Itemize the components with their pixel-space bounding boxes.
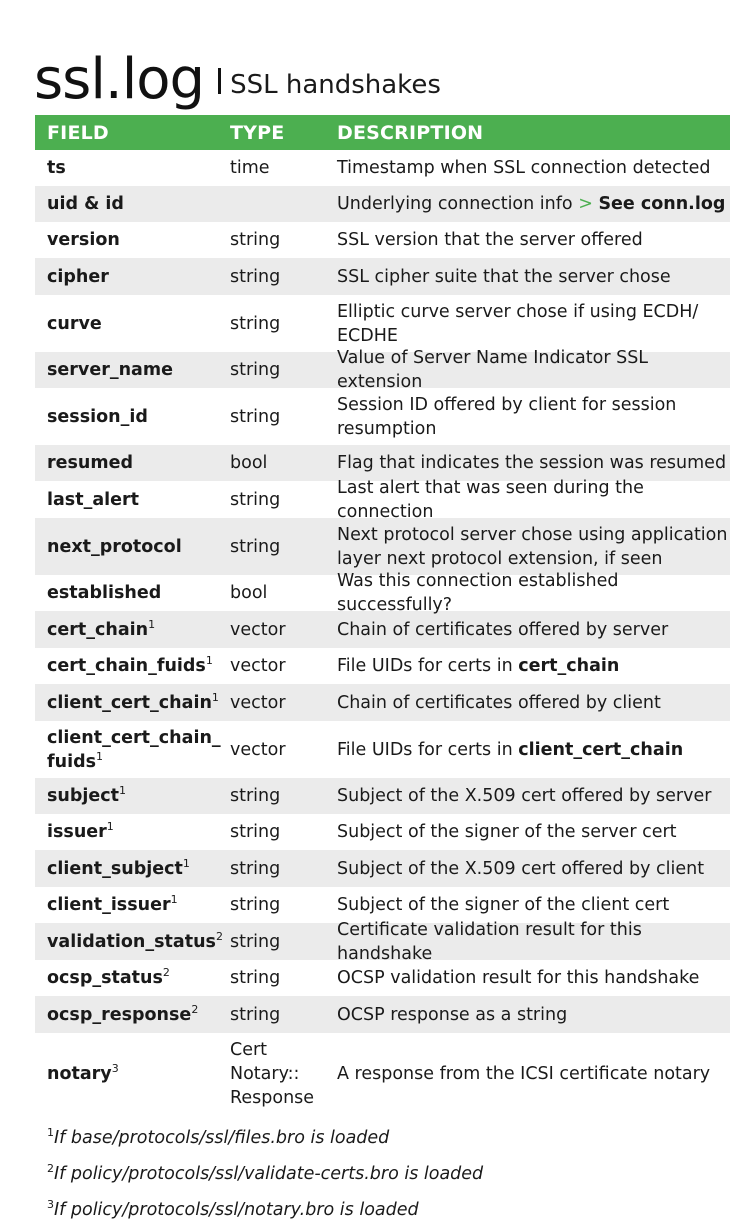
table-row (35, 919, 730, 964)
field-description: Was this connection established successfully? (337, 571, 619, 615)
table-row (35, 258, 730, 295)
footnote-marker: 1 (148, 617, 156, 631)
field-description: Subject of the X.509 cert offered by client (337, 858, 705, 879)
table-row (35, 814, 730, 850)
table-row (35, 477, 730, 522)
footnote-text: If policy/protocols/ssl/notary.bro is loaded (54, 1200, 419, 1220)
field-description: Flag that indicates the session was resumed (337, 453, 727, 473)
field-description: Chain of certificates offered by client (337, 692, 661, 713)
field-name: resumed (47, 453, 134, 473)
field-description: Subject of the signer of the server cert (337, 822, 677, 842)
table-row (35, 150, 730, 186)
field-name: next_protocol (47, 536, 182, 557)
field-name: cipher (47, 266, 109, 287)
footnote-marker: 2 (191, 1002, 199, 1016)
table-row (35, 186, 730, 222)
field-name: client_subject (47, 858, 183, 879)
footnote-marker: 1 (96, 749, 104, 763)
footnote-marker: 2 (215, 929, 223, 943)
footnote (47, 1200, 419, 1220)
table-row (35, 960, 730, 996)
table-row (35, 388, 730, 445)
field-name: cert_chain_fuids (47, 656, 206, 676)
page-header (34, 38, 441, 112)
table-row (35, 684, 730, 721)
table-row (35, 571, 730, 615)
table-row (35, 778, 730, 814)
field-reference: cert_chain (518, 656, 620, 676)
field-type: vector (230, 619, 286, 640)
footnote-text: If policy/protocols/ssl/validate-certs.bro is loaded (54, 1164, 484, 1184)
field-description: File UIDs for certs in (337, 739, 519, 760)
field-description: Underlying connection info (337, 194, 579, 214)
field-type: vector (230, 739, 286, 760)
field-name: ts (47, 158, 66, 178)
field-name: curve (47, 313, 102, 334)
footnote-marker: 1 (119, 784, 127, 798)
field-type: string (230, 858, 281, 879)
field-description: A response from the ICSI certificate notary (337, 1064, 711, 1084)
field-name: cert_chain (47, 619, 149, 640)
field-description: Last alert that was seen during the connection (337, 477, 644, 522)
field-type: Cert Notary:: Response (230, 1040, 315, 1108)
table-row (35, 721, 730, 778)
column-header-description: DESCRIPTION (337, 121, 484, 144)
table-row (35, 1033, 730, 1115)
field-name: client_cert_chain (47, 692, 212, 713)
table-row (35, 295, 730, 352)
footnote (47, 1164, 483, 1184)
field-type: string (230, 895, 281, 915)
table-row (35, 518, 730, 575)
field-type: string (230, 968, 281, 988)
field-type: vector (230, 692, 286, 713)
field-type: string (230, 1004, 281, 1025)
table-row (35, 996, 730, 1033)
field-name: uid & id (47, 194, 124, 214)
field-name: validation_status (47, 931, 216, 952)
column-header-field: FIELD (47, 121, 109, 144)
arrow-icon: > (578, 194, 593, 214)
field-name: client_cert_chain_ fuids (47, 727, 221, 772)
footnote-marker: 2 (162, 966, 170, 980)
field-name: notary (47, 1064, 112, 1084)
field-description: Chain of certificates offered by server (337, 619, 669, 640)
field-name: ocsp_status (47, 968, 163, 988)
field-description: OCSP validation result for this handshake (337, 968, 700, 988)
field-description: Subject of the X.509 cert offered by server (337, 786, 712, 806)
page-subtitle: SSL handshakes (230, 70, 441, 100)
footnote-marker: 1 (106, 820, 114, 834)
field-description: Subject of the signer of the client cert (337, 895, 670, 915)
field-type: string (230, 536, 281, 557)
field-description: OCSP response as a string (337, 1004, 568, 1025)
field-name: ocsp_response (47, 1004, 192, 1025)
field-name: last_alert (47, 489, 140, 510)
field-name: established (47, 583, 162, 603)
field-description: Next protocol server chose using application layer next protocol extension, if seen (337, 524, 728, 569)
table-row (35, 611, 730, 648)
field-type: string (230, 266, 281, 287)
field-description: Elliptic curve server chose if using ECDH/ ECDHE (337, 301, 699, 346)
footnote-number: 2 (47, 1162, 54, 1176)
footnote-marker: 1 (211, 690, 219, 704)
field-description: File UIDs for certs in (337, 656, 519, 676)
field-type: bool (230, 583, 268, 603)
footnote-marker: 3 (111, 1062, 119, 1076)
field-type: string (230, 230, 281, 250)
field-description: Certificate validation result for this handshake (337, 919, 642, 964)
field-description: Value of Server Name Indicator SSL extension (337, 348, 649, 392)
field-type: string (230, 406, 281, 427)
table-row (35, 222, 730, 258)
field-type: string (230, 822, 281, 842)
field-type: string (230, 489, 281, 510)
field-type: string (230, 360, 281, 380)
field-type: vector (230, 656, 286, 676)
footnote-marker: 1 (205, 654, 213, 668)
title-divider (218, 68, 221, 94)
field-type: time (230, 158, 270, 178)
footnote-marker: 1 (170, 893, 178, 907)
footnote-number: 1 (47, 1126, 54, 1140)
fields-table (35, 115, 730, 1115)
field-type: string (230, 786, 281, 806)
table-row (35, 648, 730, 684)
field-reference: client_cert_chain (518, 739, 684, 760)
field-type: string (230, 931, 281, 952)
see-conn-log-reference: See conn.log (598, 194, 726, 214)
field-description: Session ID offered by client for session resumption (337, 394, 677, 439)
footnote (47, 1128, 389, 1148)
field-name: client_issuer (47, 895, 171, 915)
footnote-text: If base/protocols/ssl/files.bro is loaded (54, 1128, 390, 1148)
footnote-marker: 1 (182, 856, 190, 870)
table-header (35, 115, 730, 150)
field-description: SSL version that the server offered (337, 230, 643, 250)
page-title: ssl.log (34, 47, 205, 112)
field-type: bool (230, 453, 268, 473)
field-name: session_id (47, 406, 148, 427)
footnote-number: 3 (47, 1198, 54, 1212)
field-name: version (47, 230, 120, 250)
field-name: issuer (47, 822, 107, 842)
table-row (35, 850, 730, 887)
field-description: SSL cipher suite that the server chose (337, 266, 671, 287)
field-description: Timestamp when SSL connection detected (337, 158, 711, 178)
field-name: server_name (47, 360, 173, 380)
field-name: subject (47, 786, 120, 806)
table-row (35, 348, 730, 392)
field-type: string (230, 313, 281, 334)
column-header-type: TYPE (230, 121, 285, 144)
